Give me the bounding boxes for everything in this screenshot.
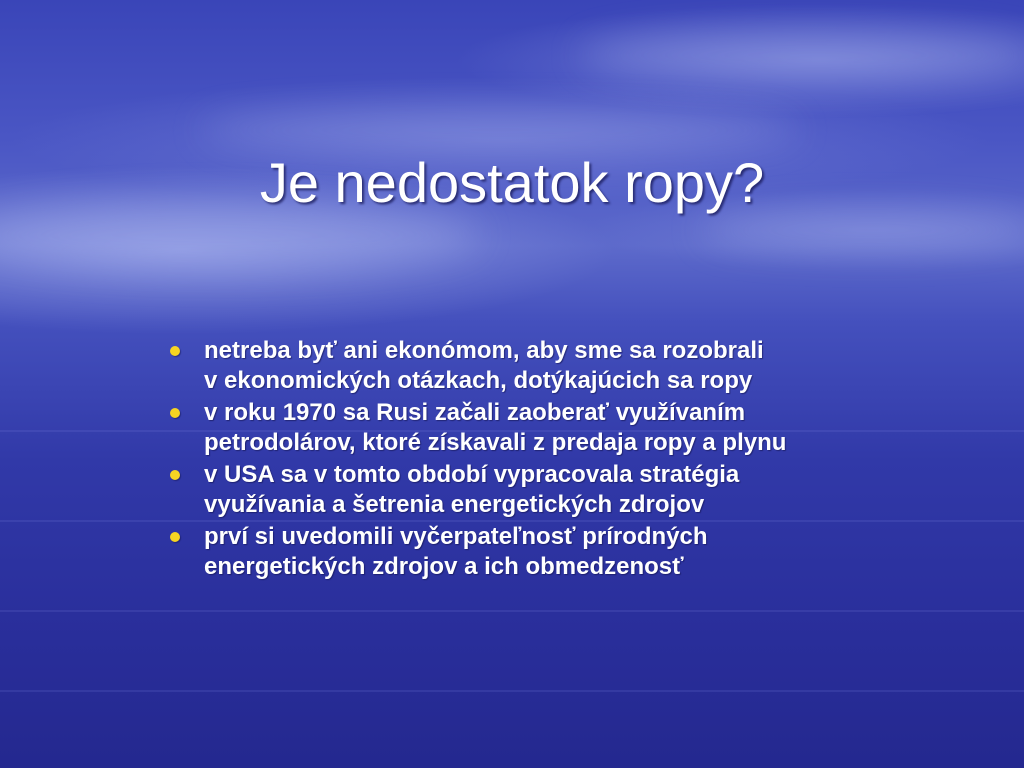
bullet-line: energetických zdrojov a ich obmedzenosť: [204, 553, 684, 580]
slide-title: Je nedostatok ropy?: [259, 151, 765, 214]
bullet-line: v USA sa v tomto období vypracovala stratégia: [204, 461, 740, 488]
bullet-item: [162, 336, 962, 396]
bullet-line: prví si uvedomili vyčerpateľnosť prírodných: [204, 523, 708, 550]
bullet-list: [162, 336, 962, 584]
bullet-dot-icon: [170, 408, 180, 418]
bullet-line: v roku 1970 sa Rusi začali zaoberať využívaním: [204, 399, 746, 426]
cloud-wisp: [700, 210, 1024, 250]
bullet-item: [162, 398, 962, 458]
bullet-line: petrodolárov, ktoré získavali z predaja ropy a plynu: [204, 429, 787, 456]
bullet-dot-icon: [170, 470, 180, 480]
bullet-line: v ekonomických otázkach, dotýkajúcich sa ropy: [204, 367, 753, 394]
cloud-wisp: [200, 110, 800, 150]
bullet-item: [162, 522, 962, 582]
water-line: [0, 610, 1024, 612]
bullet-line: netreba byť ani ekonómom, aby sme sa rozobrali: [204, 337, 764, 364]
bullet-line: využívania a šetrenia energetických zdrojov: [204, 491, 705, 518]
bullet-item: [162, 460, 962, 520]
cloud-wisp: [580, 30, 1024, 80]
bullet-dot-icon: [170, 346, 180, 356]
water-line: [0, 690, 1024, 692]
bullet-dot-icon: [170, 532, 180, 542]
